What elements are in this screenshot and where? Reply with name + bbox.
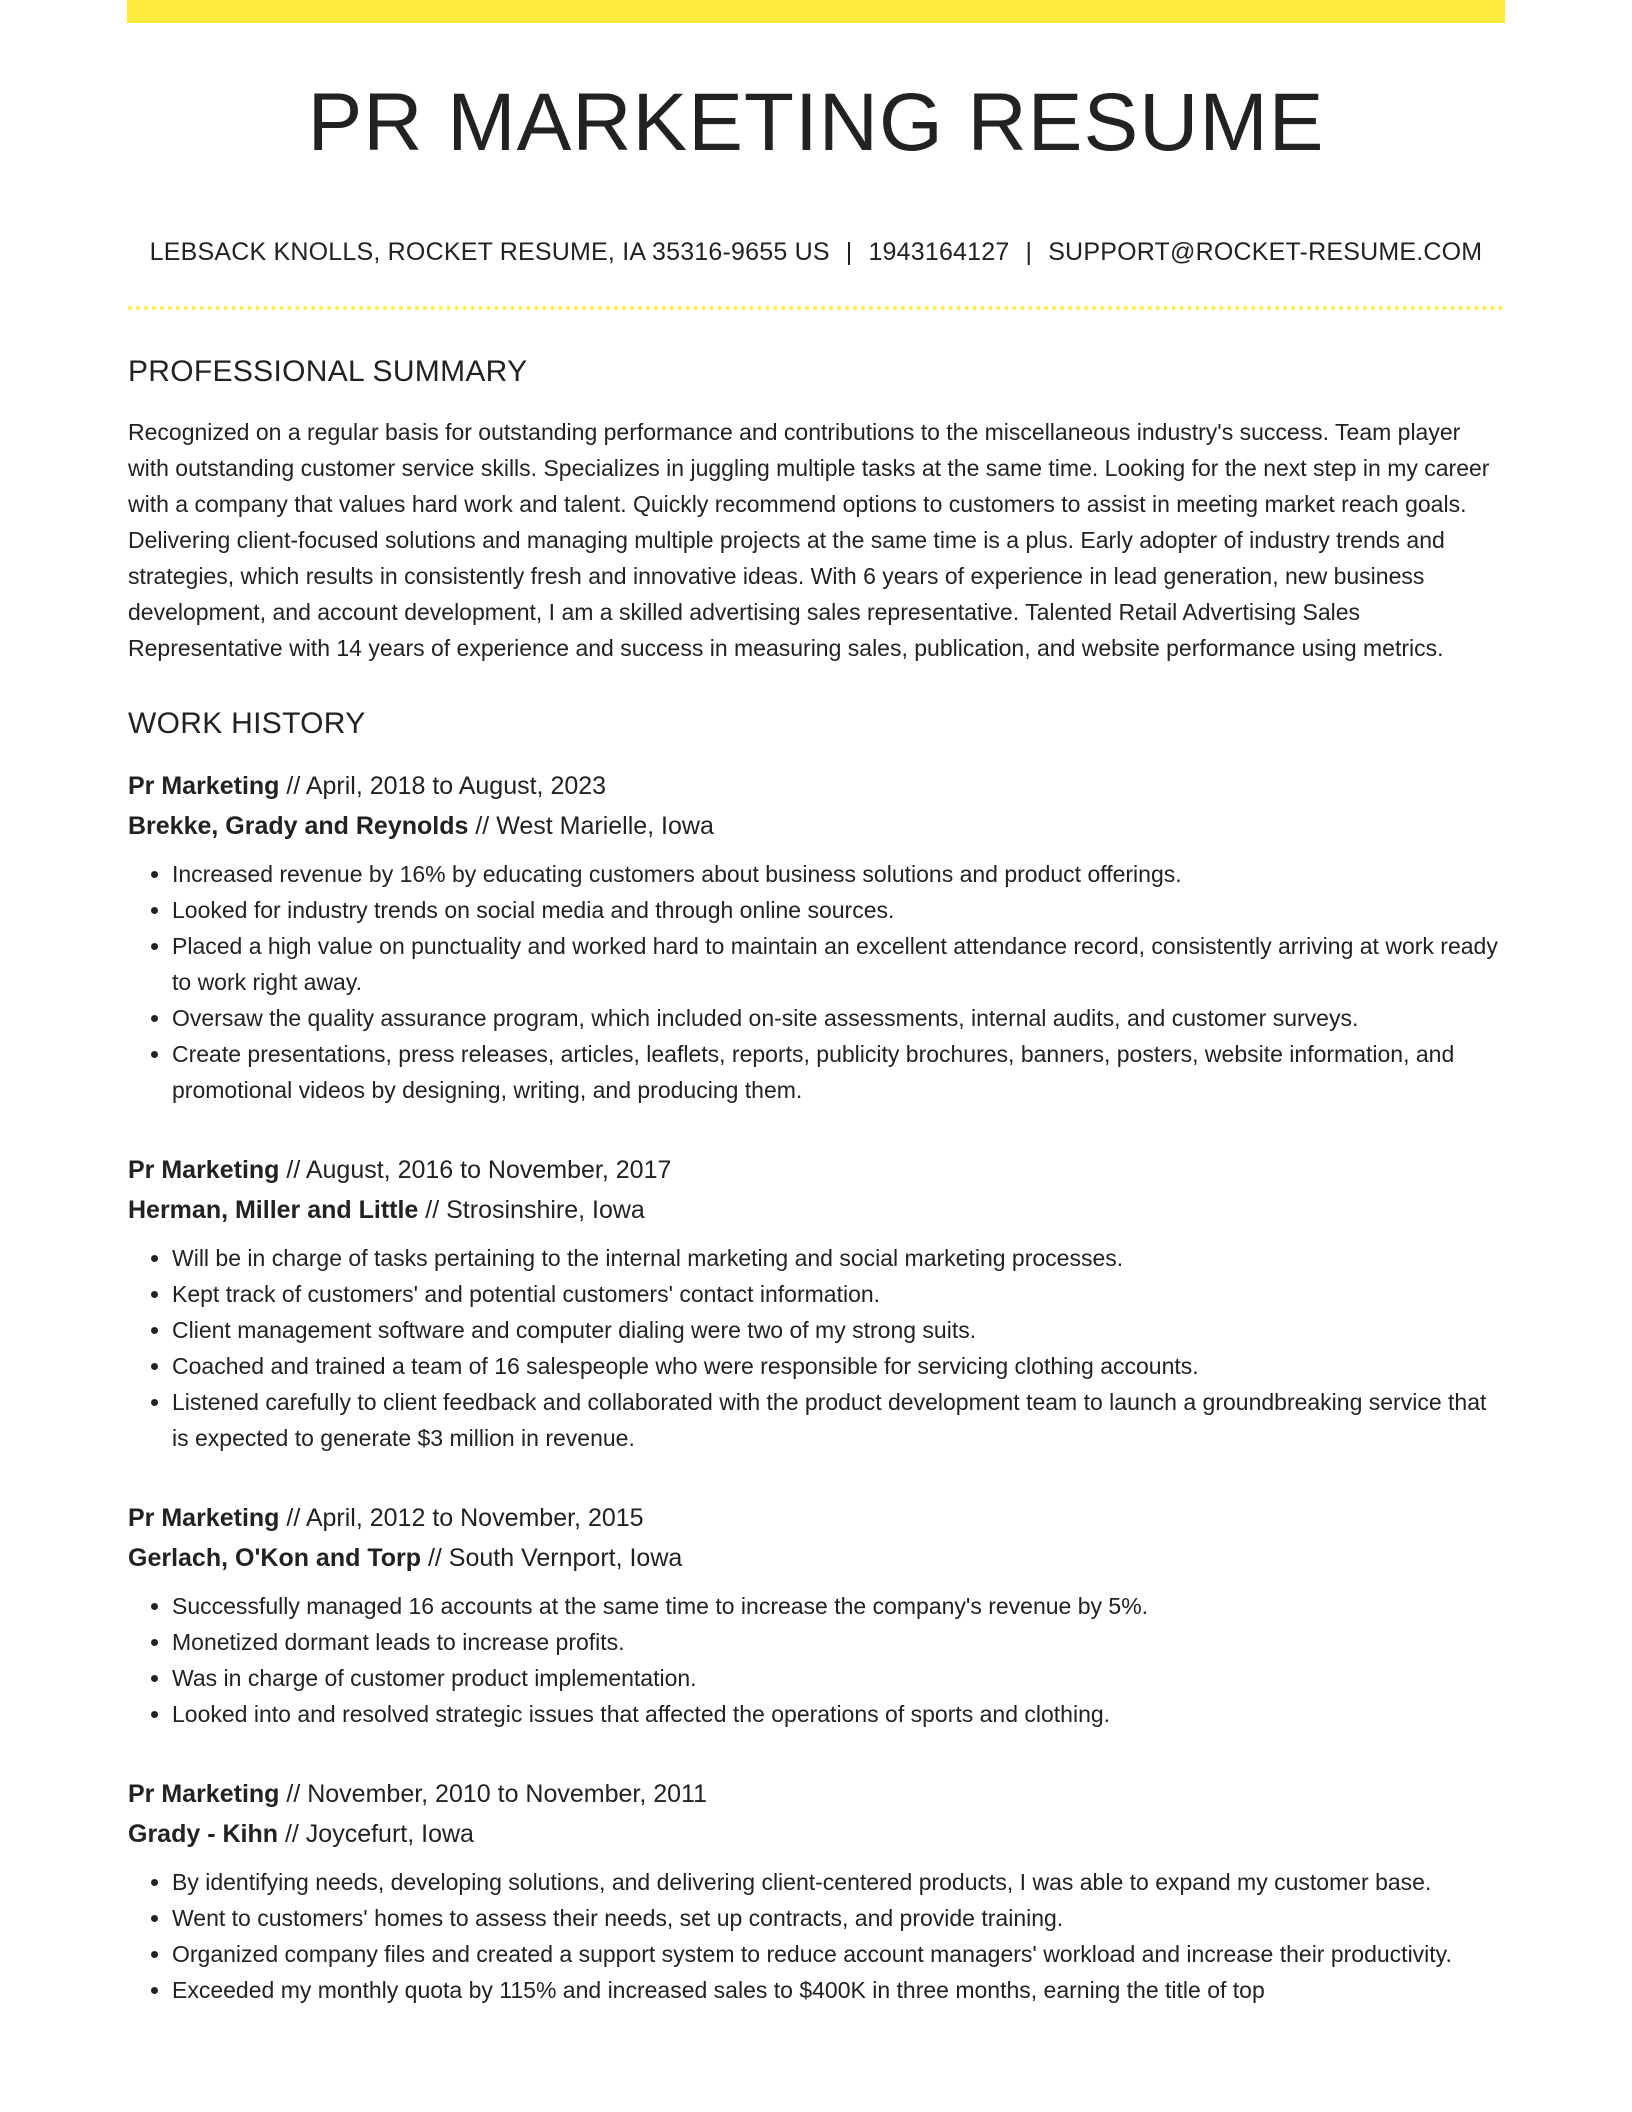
job-company-line (128, 1190, 1504, 1230)
job-company: Herman, Miller and Little (128, 1196, 419, 1224)
work-history-heading: WORK HISTORY (128, 707, 366, 740)
job-bullets (128, 1588, 1504, 1732)
job-bullet: • Placed a high value on punctuality and worked hard to maintain an excellent attendance record, consistently arriving at work ready to work right away. (172, 928, 1504, 1000)
job-company: Brekke, Grady and Reynolds (128, 812, 469, 840)
job-bullet: • Oversaw the quality assurance program, which included on-site assessments, internal audits, and customer surveys. (172, 1000, 1504, 1036)
job-company-line (128, 1538, 1504, 1578)
job-bullet: • Create presentations, press releases, articles, leaflets, reports, publicity brochures, banners, posters, website information, and promotional videos by designing, writing, and producing them. (172, 1036, 1504, 1108)
contact-email: SUPPORT@ROCKET-RESUME.COM (1048, 238, 1483, 266)
job-bullet: • Will be in charge of tasks pertaining to the internal marketing and social marketing processes. (172, 1240, 1504, 1276)
job-title-line (128, 766, 1504, 806)
job-title: Pr Marketing (128, 1504, 280, 1532)
job-title-line (128, 1150, 1504, 1190)
job-bullet: • Looked into and resolved strategic issues that affected the operations of sports and clothing. (172, 1696, 1504, 1732)
resume-content (128, 354, 1504, 2008)
job-bullets (128, 1240, 1504, 1456)
job-company-line (128, 1814, 1504, 1854)
contact-separator: | (845, 238, 853, 266)
job-bullet: • Went to customers' homes to assess their needs, set up contracts, and provide training. (172, 1900, 1504, 1936)
job-bullet: • Monetized dormant leads to increase profits. (172, 1624, 1504, 1660)
job-bullet: • Organized company files and created a support system to reduce account managers' workload and increase their productivity. (172, 1936, 1504, 1972)
page-title: PR MARKETING RESUME (307, 77, 1325, 168)
job-bullet: • Successfully managed 16 accounts at the same time to increase the company's revenue by 5%. (172, 1588, 1504, 1624)
job-bullet: • By identifying needs, developing solutions, and delivering client-centered products, I was able to expand my customer base. (172, 1864, 1504, 1900)
job-bullet: • Client management software and computer dialing were two of my strong suits. (172, 1312, 1504, 1348)
job-location: // Strosinshire, Iowa (425, 1196, 645, 1224)
job-company: Grady - Kihn (128, 1820, 279, 1848)
job-dates: // November, 2010 to November, 2011 (286, 1780, 708, 1808)
job-title: Pr Marketing (128, 772, 280, 800)
job-company-line (128, 806, 1504, 846)
job-dates: // April, 2012 to November, 2015 (286, 1504, 644, 1532)
job-bullet: • Was in charge of customer product implementation. (172, 1660, 1504, 1696)
job-dates: // August, 2016 to November, 2017 (286, 1156, 672, 1184)
job-dates: // April, 2018 to August, 2023 (286, 772, 607, 800)
summary-text: Recognized on a regular basis for outstanding performance and contributions to the miscellaneous industry's success. Team player with outstanding customer service skills. Specializes in juggling multiple tasks at the same time. Looking for the next step in my career with a company that values hard work and talent. Quickly recommend options to customers to assist in meeting market reach goals. Delivering client-focused solutions and managing multiple projects at the same time is a plus. Early adopter of industry trends and strategies, which results in consistently fresh and innovative ideas. With 6 years of experience in lead generation, new business development, and account development, I am a skilled advertising sales representative. Talented Retail Advertising Sales Representative with 14 years of experience and success in measuring sales, publication, and website performance using metrics. (128, 419, 1490, 661)
summary-heading: PROFESSIONAL SUMMARY (128, 355, 528, 388)
job-title-line (128, 1774, 1504, 1814)
contact-separator: | (1025, 238, 1033, 266)
job-entry (128, 1150, 1504, 1456)
job-bullet: • Increased revenue by 16% by educating customers about business solutions and product offerings. (172, 856, 1504, 892)
contact-address: LEBSACK KNOLLS, ROCKET RESUME, IA 35316-9655 US (149, 238, 830, 266)
job-location: // South Vernport, Iowa (427, 1544, 683, 1572)
job-entry (128, 1498, 1504, 1732)
job-title: Pr Marketing (128, 1780, 280, 1808)
job-entry (128, 1774, 1504, 2008)
job-title: Pr Marketing (128, 1156, 280, 1184)
job-title-line (128, 1498, 1504, 1538)
contact-line (128, 238, 1504, 267)
job-bullet: • Exceeded my monthly quota by 115% and increased sales to $400K in three months, earning the title of top (172, 1972, 1504, 2008)
dotted-divider (128, 306, 1504, 310)
job-entry (128, 766, 1504, 1108)
contact-phone: 1943164127 (868, 238, 1010, 266)
job-bullet: • Kept track of customers' and potential customers' contact information. (172, 1276, 1504, 1312)
job-bullets (128, 1864, 1504, 2008)
job-bullet: • Coached and trained a team of 16 salespeople who were responsible for servicing clothing accounts. (172, 1348, 1504, 1384)
job-company: Gerlach, O'Kon and Torp (128, 1544, 422, 1572)
top-accent-bar (127, 0, 1505, 23)
job-bullet: • Listened carefully to client feedback and collaborated with the product development team to launch a groundbreaking service that is expected to generate $3 million in revenue. (172, 1384, 1504, 1456)
job-location: // Joycefurt, Iowa (284, 1820, 474, 1848)
job-location: // West Marielle, Iowa (475, 812, 714, 840)
job-bullets (128, 856, 1504, 1108)
job-bullet: • Looked for industry trends on social media and through online sources. (172, 892, 1504, 928)
